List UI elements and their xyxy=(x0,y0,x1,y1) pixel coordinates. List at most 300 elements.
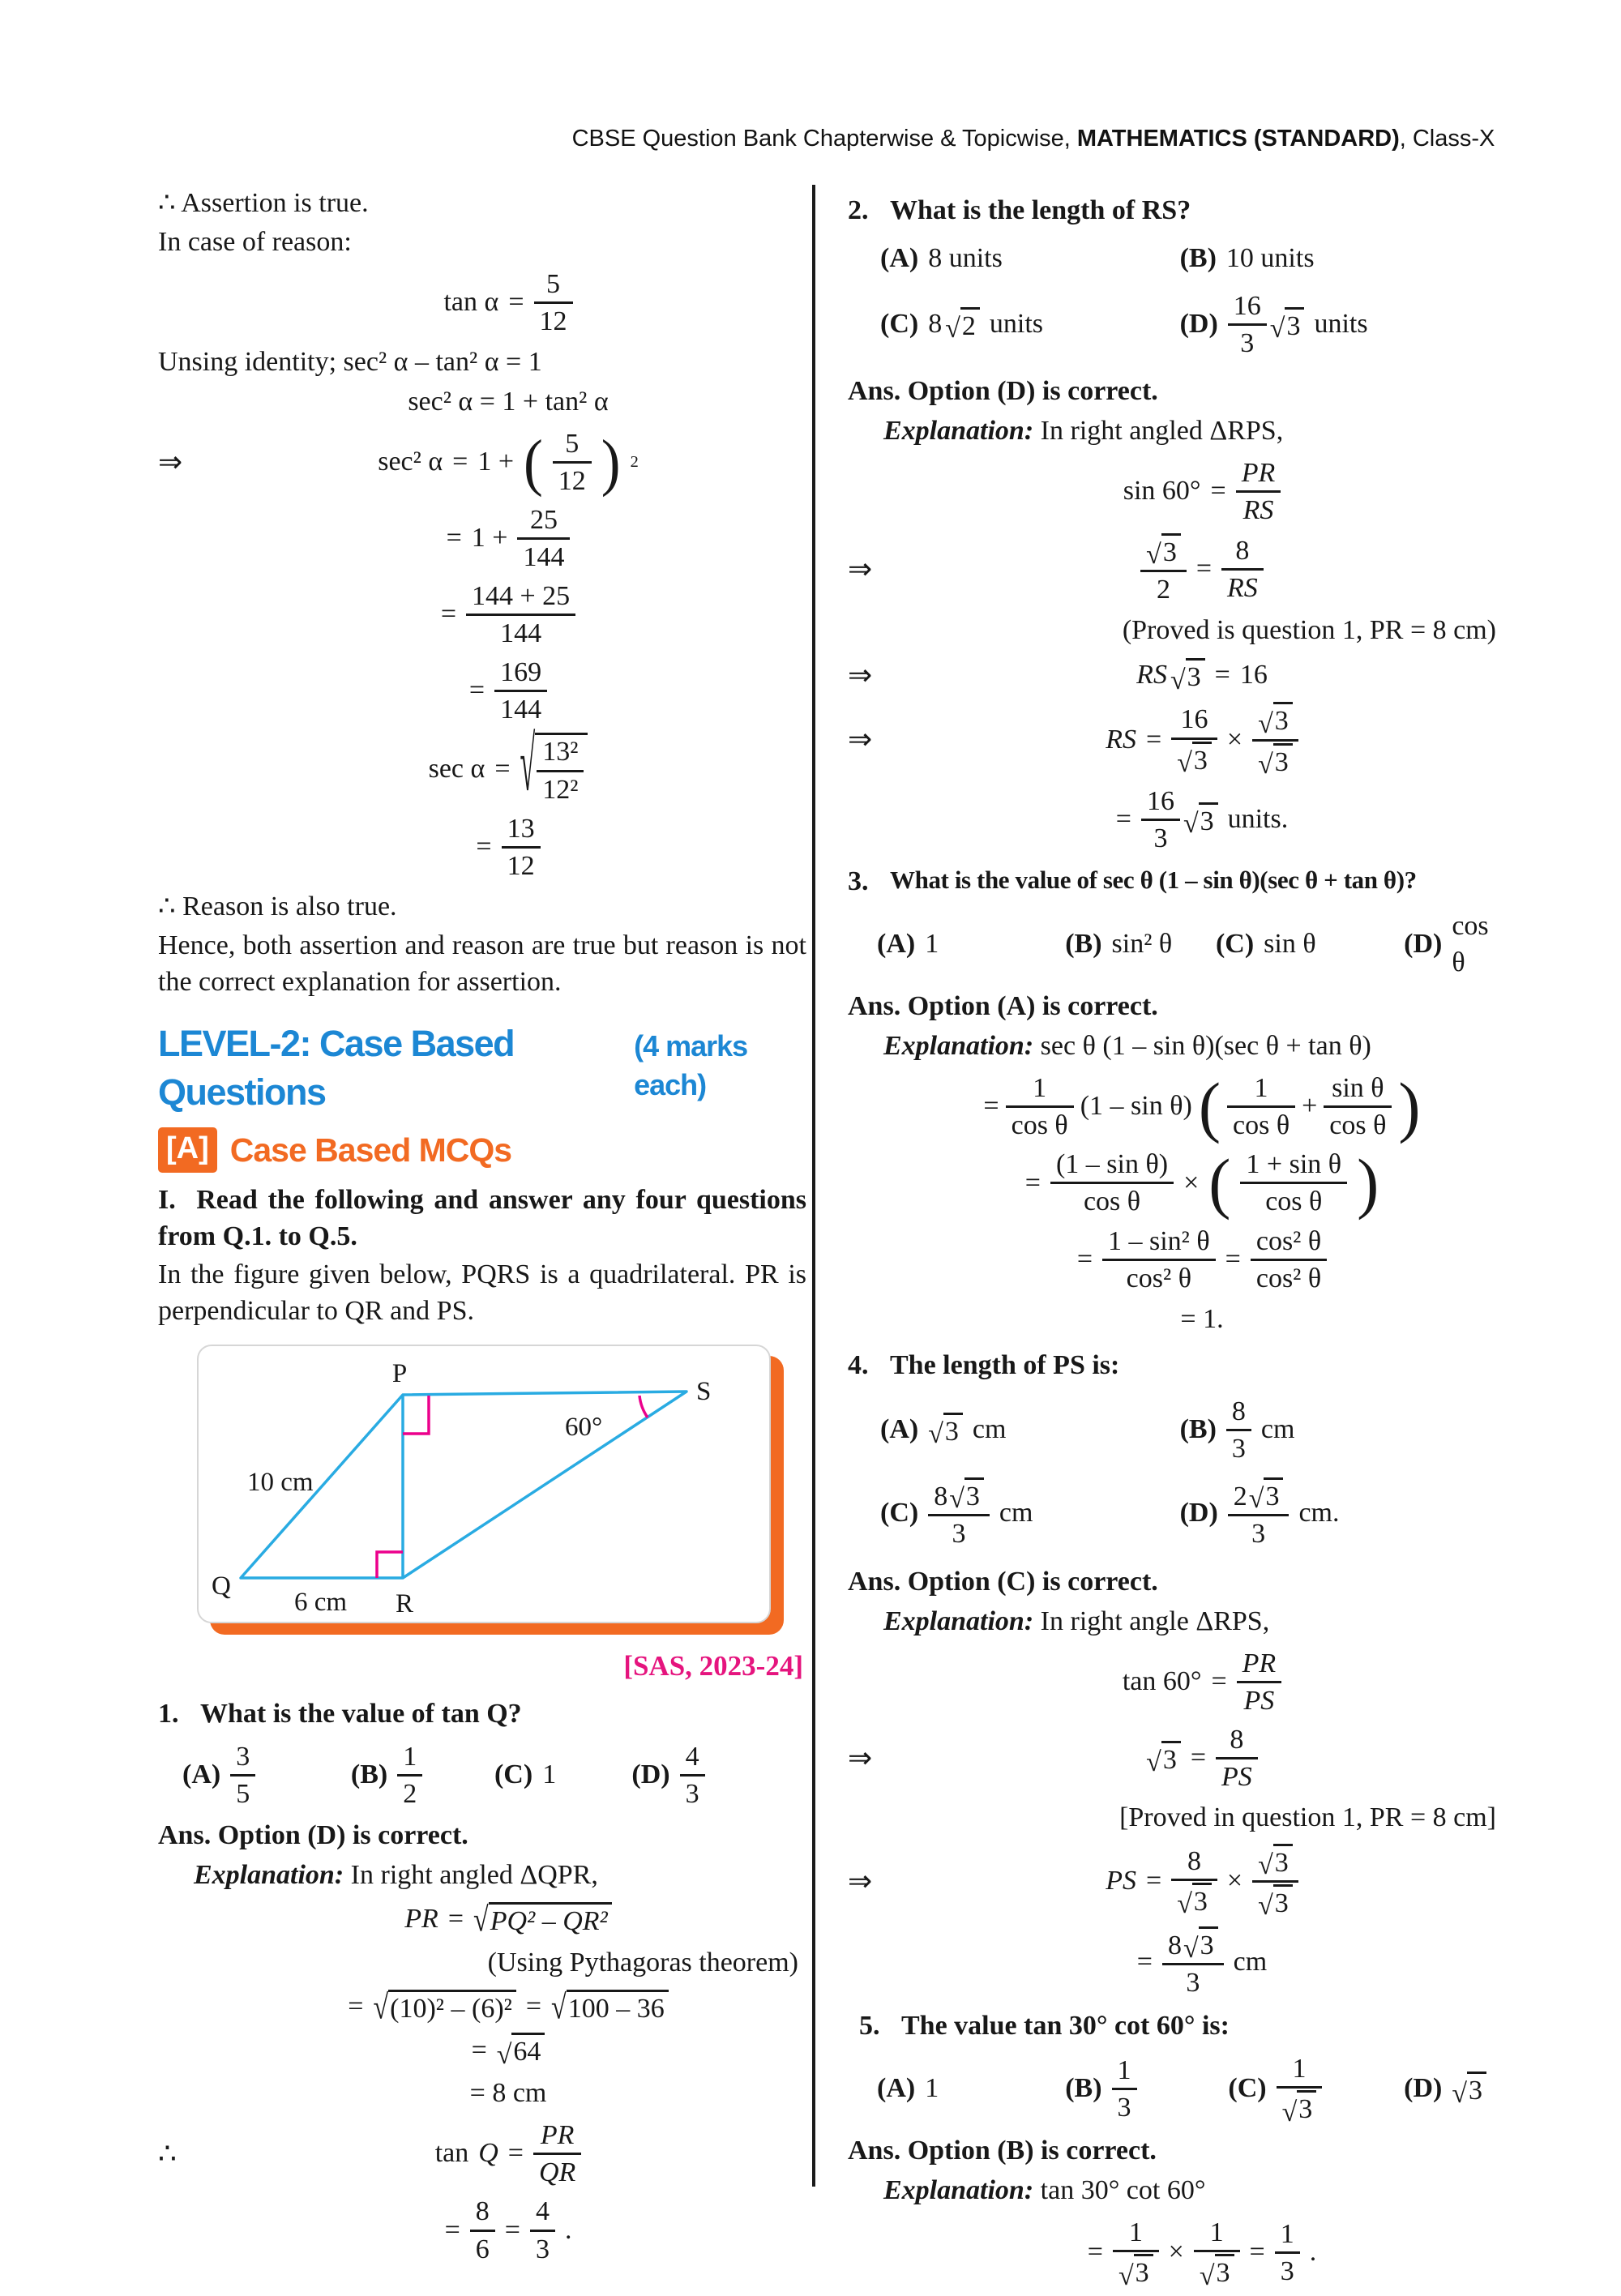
q3-answer-line: Ans. Option (A) is correct. xyxy=(848,991,1158,1022)
denominator: 3 xyxy=(1280,2256,1294,2287)
option-value-post: cm xyxy=(999,1497,1033,1528)
fraction xyxy=(1050,1148,1174,1217)
question-1-heading xyxy=(158,1696,806,1733)
numerator xyxy=(1228,1477,1290,1516)
explanation-label: Explanation: xyxy=(883,2175,1034,2206)
implies-symbol: ⇒ xyxy=(848,552,873,585)
therefore-symbol: ∴ xyxy=(158,2137,177,2170)
equation-tan-alpha xyxy=(158,268,806,337)
equals-sign: = xyxy=(1115,803,1131,834)
fraction xyxy=(530,2196,555,2264)
q3-equation-2 xyxy=(848,1145,1504,1221)
math-tail: units. xyxy=(1227,803,1289,834)
option-value-post: units xyxy=(989,308,1043,339)
pythagoras-note: (Using Pythagoras theorem) xyxy=(487,1947,798,1977)
exponent: 2 xyxy=(630,452,639,471)
fraction xyxy=(1171,1845,1217,1918)
fraction xyxy=(1237,1648,1282,1717)
fraction xyxy=(1236,457,1281,526)
q4-answer-line: Ans. Option (C) is correct. xyxy=(848,1566,1158,1597)
square-root xyxy=(1452,2072,1486,2109)
angle-arc-s xyxy=(639,1396,648,1417)
radical-sign: √ xyxy=(1170,665,1186,695)
implies-symbol: ⇒ xyxy=(158,445,183,478)
option-c xyxy=(494,1757,631,1794)
q1-equation-5 xyxy=(158,2119,806,2188)
numerator: 25 xyxy=(517,504,570,540)
vertex-label-q: Q xyxy=(212,1571,231,1601)
option-label: (D) xyxy=(1179,308,1218,339)
equation-body xyxy=(900,702,1504,780)
fraction xyxy=(1171,703,1217,779)
question-text: What is the length of RS? xyxy=(890,195,1191,225)
radical-sign: √ xyxy=(1146,1747,1161,1778)
denominator: 3 xyxy=(535,2234,550,2264)
right-angle-mark-r xyxy=(377,1552,403,1578)
q1-answer-line: Ans. Option (D) is correct. xyxy=(158,1820,468,1851)
period: . xyxy=(564,2214,572,2245)
reason-true-line: ∴ Reason is also true. xyxy=(158,891,397,921)
radical-sign: √ xyxy=(945,314,960,344)
equation-body xyxy=(900,785,1504,854)
q1-equation-3 xyxy=(158,2033,806,2069)
numerator: 13 xyxy=(502,813,541,849)
denominator xyxy=(1252,1883,1298,1922)
question-3-heading xyxy=(848,864,1504,900)
denominator: 12 xyxy=(539,306,567,336)
option-label: (A) xyxy=(880,242,919,273)
radical-sign: √ xyxy=(1146,540,1161,571)
math-lhs: PS xyxy=(1106,1866,1137,1896)
option-b xyxy=(1065,2054,1228,2123)
fraction xyxy=(1277,2053,1323,2125)
q3-options xyxy=(848,909,1504,981)
denominator: QR xyxy=(538,2157,576,2188)
square-root xyxy=(1118,2254,1153,2289)
q2-equation-2 xyxy=(848,533,1504,605)
equation-step4 xyxy=(158,813,806,882)
option-value: 8 units xyxy=(928,242,1003,273)
period: . xyxy=(1309,2237,1317,2268)
numerator xyxy=(1140,533,1187,572)
equation-body xyxy=(210,428,806,497)
math-text: = 1. xyxy=(1180,1303,1224,1334)
radical-sign: √ xyxy=(1177,748,1192,779)
equation-body xyxy=(210,2033,806,2069)
radical-sign: √ xyxy=(520,723,536,808)
numerator: 169 xyxy=(494,656,547,692)
q3-equation-3 xyxy=(848,1225,1504,1294)
denominator xyxy=(1277,2089,1323,2125)
square-root xyxy=(1258,702,1293,737)
q2-explanation-line xyxy=(883,413,1504,450)
numerator: 16 xyxy=(1141,785,1180,821)
option-label: (C) xyxy=(880,1497,919,1528)
q2-equation-5 xyxy=(848,785,1504,854)
numerator: 8 xyxy=(1216,1724,1258,1759)
numerator: 1 xyxy=(1113,2217,1159,2252)
denominator: 3 xyxy=(1231,1433,1246,1464)
denominator: 144 xyxy=(523,541,565,572)
header-title-bold: MATHEMATICS (STANDARD) xyxy=(1076,126,1400,152)
q2-proved-note: (Proved is question 1, PR = 8 cm) xyxy=(1122,615,1496,646)
times-sign: × xyxy=(1183,1167,1200,1198)
fraction xyxy=(553,428,592,497)
square-root xyxy=(928,1413,963,1450)
radical-sign: √ xyxy=(1199,2260,1215,2291)
instruction-number: I. xyxy=(158,1185,176,1216)
pqrs-geometry-figure xyxy=(200,1353,768,1620)
question-text: The value tan 30° cot 60° is: xyxy=(901,2011,1230,2042)
vertex-label-s: S xyxy=(696,1376,712,1406)
radical-sign: √ xyxy=(928,1419,943,1450)
option-label: (C) xyxy=(1228,2073,1267,2104)
equals-sign: = xyxy=(525,1990,542,2021)
math-variable: Q xyxy=(478,2138,498,2169)
explanation-label: Explanation: xyxy=(883,415,1034,446)
section-a-tag: [A] xyxy=(158,1127,217,1173)
denominator: 2 xyxy=(1157,574,1170,605)
option-c xyxy=(880,1477,1180,1550)
numerator: 1 xyxy=(1275,2218,1300,2254)
equation-body xyxy=(210,268,806,337)
math-lhs: RS xyxy=(1106,724,1137,755)
denominator: 3 xyxy=(1251,1518,1266,1549)
option-value-post: units xyxy=(1314,308,1368,339)
equation-body xyxy=(210,723,806,808)
numerator: PR xyxy=(1236,457,1281,493)
equation-body xyxy=(900,2217,1504,2289)
numerator: 1 xyxy=(1194,2217,1240,2252)
identity-line: Unsing identity; sec² α – tan² α = 1 xyxy=(158,346,542,377)
denominator: cos θ xyxy=(1083,1186,1141,1217)
question-number: 1. xyxy=(158,1699,179,1729)
q2-equation-3 xyxy=(848,656,1504,695)
radical-sign: √ xyxy=(1177,1889,1192,1920)
option-d xyxy=(1404,909,1504,981)
fraction xyxy=(230,1741,255,1810)
equation-body xyxy=(210,2196,806,2264)
fraction xyxy=(1162,1926,1224,1999)
equation-body xyxy=(900,1926,1504,1999)
times-sign: × xyxy=(1226,1866,1243,1896)
numerator: 4 xyxy=(680,1741,705,1777)
numerator: 1 xyxy=(1112,2054,1137,2090)
square-root xyxy=(1270,307,1305,342)
column-divider xyxy=(812,185,815,2187)
square-root xyxy=(1170,658,1205,693)
equation-sec-squared xyxy=(158,428,806,497)
numerator: 1 xyxy=(1227,1072,1295,1108)
radicand: 2 xyxy=(960,307,980,342)
q4-equation-2 xyxy=(848,1724,1504,1793)
fraction xyxy=(1221,535,1264,604)
instruction-text: Read the following and answer any four questions from Q.1. to Q.5. xyxy=(158,1185,807,1252)
level2-marks: (4 marks each) xyxy=(634,1029,748,1101)
radical-sign: √ xyxy=(1258,708,1273,739)
implies-symbol: ⇒ xyxy=(848,658,873,691)
numerator: sin θ xyxy=(1324,1072,1392,1108)
option-label: (A) xyxy=(877,929,916,960)
equation-body xyxy=(210,2119,806,2188)
radical-sign: √ xyxy=(1183,1933,1199,1964)
radicand: 3 xyxy=(964,1477,984,1512)
option-value: cos θ xyxy=(1452,910,1489,977)
fraction xyxy=(1252,702,1298,780)
denominator: 3 xyxy=(1186,1968,1200,1999)
numerator: 4 xyxy=(530,2196,555,2231)
equals-sign: = xyxy=(444,2214,460,2245)
equals-sign: = xyxy=(1195,554,1213,584)
numerator: 5 xyxy=(553,428,592,464)
radicand: PQ² – QR² xyxy=(489,1902,612,1937)
explanation-label: Explanation: xyxy=(883,1605,1034,1636)
equals-sign: = xyxy=(1225,1243,1241,1274)
square-root xyxy=(1183,1926,1218,1964)
equation-body xyxy=(210,2076,806,2112)
fraction xyxy=(466,580,575,649)
implies-symbol: ⇒ xyxy=(848,723,873,756)
fraction xyxy=(502,813,541,882)
radical-sign: √ xyxy=(1281,2097,1298,2127)
option-d xyxy=(1180,1477,1504,1550)
option-label: (C) xyxy=(1215,929,1255,960)
radical-sign: √ xyxy=(1258,750,1273,780)
radical-sign: √ xyxy=(1183,809,1199,840)
equals-sign: = xyxy=(1190,1742,1207,1772)
equals-sign: = xyxy=(348,1990,364,2021)
fraction xyxy=(1251,1225,1327,1294)
q2-options xyxy=(848,234,1504,366)
square-root xyxy=(1258,1884,1293,1922)
question-number: 2. xyxy=(848,195,869,225)
equation-step3 xyxy=(158,656,806,725)
q2-equation-4 xyxy=(848,702,1504,780)
numerator: 1 xyxy=(1006,1072,1074,1108)
radical-sign: √ xyxy=(949,1484,964,1515)
denominator: 144 xyxy=(500,695,542,725)
option-c xyxy=(880,290,1180,359)
equation-body xyxy=(210,1989,806,2025)
q3-equation-4 xyxy=(848,1302,1504,1338)
equals-sign: = xyxy=(494,753,511,784)
q1-explanation-line xyxy=(194,1858,806,1894)
fraction xyxy=(1226,1396,1251,1464)
square-root xyxy=(1200,2254,1234,2289)
option-value: 1 xyxy=(925,2073,939,2104)
equation-sec-root xyxy=(158,723,806,808)
equation-body xyxy=(210,504,806,573)
option-label: (A) xyxy=(182,1759,221,1790)
option-value-post: cm xyxy=(972,1413,1007,1444)
radicand: 3 xyxy=(1273,743,1293,778)
function-name: tan xyxy=(434,2138,469,2169)
explanation-text: In right angled ΔQPR, xyxy=(344,1860,598,1890)
equation-body xyxy=(900,1302,1504,1338)
equals-sign: = xyxy=(468,675,485,706)
left-paren: ( xyxy=(1198,1069,1221,1145)
equals-sign: = xyxy=(1087,2237,1103,2268)
vertex-label-r: R xyxy=(395,1588,414,1618)
numerator xyxy=(1252,1844,1298,1883)
q5-equation-1 xyxy=(848,2217,1504,2289)
equation-body xyxy=(900,1648,1504,1717)
numerator: 16 xyxy=(1171,703,1217,739)
explanation-text: tan 30° cot 60° xyxy=(1033,2175,1206,2206)
equation-body xyxy=(900,657,1504,694)
left-paren: ( xyxy=(524,426,543,498)
radical-sign: √ xyxy=(473,1901,489,1939)
radical-sign: √ xyxy=(1269,314,1285,344)
right-column xyxy=(848,183,1504,2296)
fraction xyxy=(1228,1477,1290,1550)
equation-body xyxy=(900,533,1504,605)
source-label: [SAS, 2023-24] xyxy=(623,1649,803,1682)
q4-proved-note: [Proved in question 1, PR = 8 cm] xyxy=(1119,1802,1496,1833)
question-text: The length of PS is: xyxy=(890,1349,1120,1380)
denominator: 6 xyxy=(475,2234,490,2264)
option-c xyxy=(1228,2053,1404,2125)
denominator: PS xyxy=(1221,1761,1252,1792)
radicand: 3 xyxy=(1186,658,1205,693)
denominator: cos θ xyxy=(1329,1110,1387,1141)
option-a xyxy=(880,241,1180,277)
right-paren: ) xyxy=(1398,1069,1421,1145)
option-c xyxy=(1216,926,1404,963)
fraction xyxy=(1240,1148,1347,1217)
denominator: cos θ xyxy=(1265,1186,1323,1217)
q4-equation-4 xyxy=(848,1926,1504,1999)
radicand: 3 xyxy=(1199,802,1218,837)
numerator: 1 xyxy=(397,1741,422,1777)
math-text: = 8 cm xyxy=(469,2078,547,2109)
q1-equation-6 xyxy=(158,2196,806,2264)
square-root xyxy=(1183,802,1218,840)
denominator xyxy=(1252,742,1298,778)
question-number: 4. xyxy=(848,1349,869,1380)
math-lhs: tan α xyxy=(443,286,499,317)
option-b xyxy=(1180,241,1504,277)
radical-sign: √ xyxy=(1118,2260,1134,2291)
equals-sign: = xyxy=(476,831,492,862)
equation-body xyxy=(900,1844,1504,1922)
q2-answer-line: Ans. Option (D) is correct. xyxy=(848,375,1158,406)
math-text: 1 + xyxy=(471,523,508,554)
denominator: 144 xyxy=(500,618,542,649)
q4-equation-3 xyxy=(848,1844,1504,1922)
numerator xyxy=(1252,702,1298,741)
numerator: PR xyxy=(1237,1648,1282,1683)
question-number: 3. xyxy=(848,866,869,896)
math-lhs: PR xyxy=(404,1903,438,1934)
denominator: 12² xyxy=(542,774,579,805)
option-a xyxy=(877,926,1065,963)
numerator: PR xyxy=(533,2119,581,2155)
fraction xyxy=(680,1741,705,1810)
section-a-heading xyxy=(158,1127,806,1173)
q4-explanation-line xyxy=(883,1604,1504,1640)
denominator: 5 xyxy=(236,1779,250,1810)
square-root xyxy=(1177,742,1212,779)
radicand xyxy=(535,733,588,805)
option-a xyxy=(182,1741,351,1810)
denominator: 12 xyxy=(558,465,586,496)
equation-identity2 xyxy=(158,384,806,421)
fraction xyxy=(534,268,573,337)
numerator: 3 xyxy=(230,1741,255,1777)
question-text: What is the value of tan Q? xyxy=(200,1699,522,1729)
math-rhs: 16 xyxy=(1239,660,1268,691)
denominator xyxy=(1171,1881,1217,1918)
numerator: 5 xyxy=(534,268,573,304)
question-5-heading xyxy=(859,2008,1504,2045)
equation-body xyxy=(210,656,806,725)
fraction xyxy=(537,736,584,805)
option-label: (A) xyxy=(880,1413,919,1444)
square-root xyxy=(945,307,980,342)
radical-sign: √ xyxy=(1258,1850,1273,1881)
square-root xyxy=(520,723,588,808)
fraction xyxy=(1227,1072,1295,1141)
q4-options xyxy=(848,1389,1504,1556)
figure-container xyxy=(197,1345,802,1623)
numerator: 144 + 25 xyxy=(466,580,575,616)
radicand: 3 xyxy=(943,1413,963,1447)
numerator: 13² xyxy=(537,736,584,772)
radical-sign: √ xyxy=(496,2039,512,2070)
option-d xyxy=(631,1741,806,1810)
fraction xyxy=(1113,2217,1159,2289)
denominator: RS xyxy=(1242,494,1274,525)
fraction xyxy=(1102,1225,1216,1294)
math-lhs: sin 60° xyxy=(1123,475,1201,506)
q2-equation-1 xyxy=(848,457,1504,526)
option-d xyxy=(1404,2071,1504,2107)
q3-explanation-line xyxy=(883,1028,1504,1065)
left-column xyxy=(158,183,806,2272)
fraction xyxy=(1252,1844,1298,1922)
option-d xyxy=(1180,290,1504,359)
question-4-heading xyxy=(848,1348,1504,1384)
numerator: 8 xyxy=(470,2196,495,2231)
implies-symbol: ⇒ xyxy=(848,1864,873,1897)
option-label: (D) xyxy=(1179,1497,1218,1528)
equals-sign: = xyxy=(1146,1866,1162,1896)
radicand: 3 xyxy=(1161,1741,1181,1776)
fraction xyxy=(1141,785,1180,854)
fraction xyxy=(533,2119,581,2188)
numerator: 16 xyxy=(1228,290,1267,326)
radicand: 3 xyxy=(1215,2254,1234,2289)
option-label: (A) xyxy=(877,2073,916,2104)
section-a-label: Case Based MCQs xyxy=(229,1131,512,1169)
option-label: (C) xyxy=(494,1759,533,1790)
q5-explanation-line xyxy=(883,2173,1504,2209)
equals-sign: = xyxy=(1214,660,1230,691)
fraction xyxy=(1006,1072,1074,1141)
option-value: 1 xyxy=(925,929,939,960)
option-label: (B) xyxy=(1179,1413,1217,1444)
equals-sign: = xyxy=(1146,724,1162,755)
fraction xyxy=(928,1477,990,1550)
side-label-10cm: 10 cm xyxy=(247,1467,314,1497)
q1-options xyxy=(158,1741,806,1810)
square-root xyxy=(949,1477,984,1515)
equals-sign: = xyxy=(983,1091,999,1122)
radical-sign: √ xyxy=(1452,2078,1468,2109)
math-lhs: tan 60° xyxy=(1122,1665,1202,1696)
math-lhs: RS xyxy=(1136,660,1167,691)
